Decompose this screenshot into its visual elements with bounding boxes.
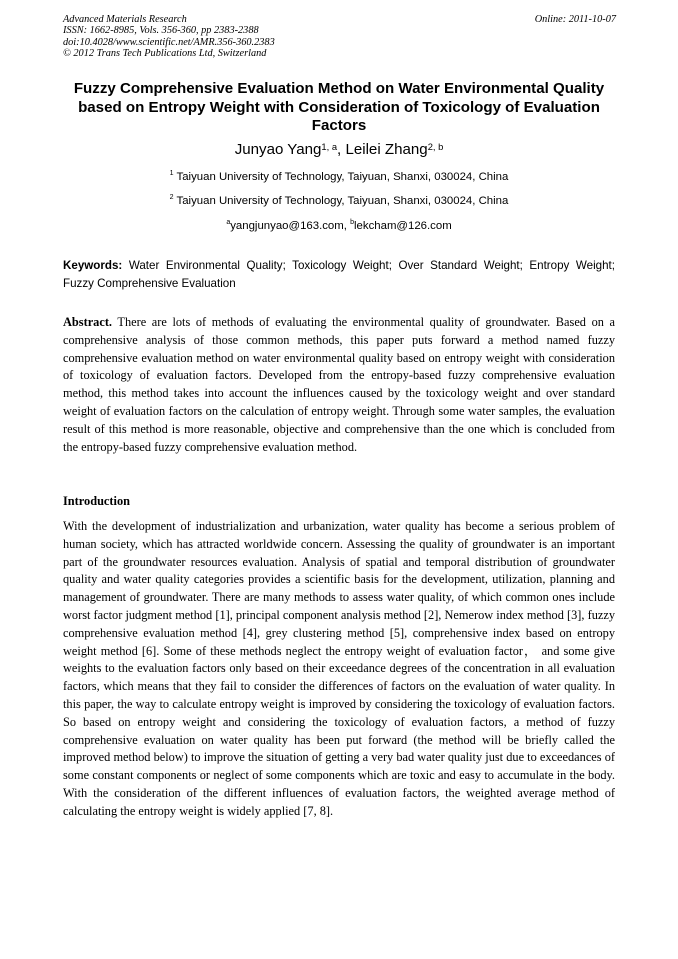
keywords-text: Water Environmental Quality; Toxicology Weight; Over Standard Weight; Entropy Weight; Fuzzy Comprehensive Evaluation <box>63 259 615 290</box>
keywords-paragraph <box>63 257 615 293</box>
journal-header <box>63 14 616 59</box>
introduction-paragraph: With the development of industrialization and urbanization, water quality has become a serious problem of human society, which has attracted worldwide concern. Assessing the quality of groundwater is an important part of the groundwater resources evaluation. Analysis of spatial and temporal distribution of groundwater quality and water quality categories provides a scientific basis for the development, utilization, planning and management of groundwater. There are many methods to assess water quality, of which common ones include worst factor judgment method [1], principal component analysis method [2], Nemerow index method [3], fuzzy comprehensive evaluation method [4], grey clustering method [5], comprehensive index based on entropy weight method [6]. Some of these methods neglect the entropy weight of evaluation factor， and some give weights to the evaluation factors only based on their exceedance degrees of the concentration in all evaluation factors, which means that they fail to consider the differences of factors on the evaluation of water quality. In this paper, the way to calculate entropy weight is improved by considering the toxicology of evaluation factors. So based on entropy weight and considering the toxicology of evaluation factors, a method of fuzzy comprehensive evaluation on water quality has been put forward (the method will be briefly called the improved method below) to improve the situation of getting a very bad water quality just due to exceedances of some constant components or neglect of some components which are toxic and easy to accumulate in the body. With the consideration of the different influences of evaluation factors, the weighted average method of calculating the entropy weight is widely applied [7, 8]. <box>63 519 615 818</box>
affiliation-2-mark: 2 <box>169 194 174 201</box>
online-date: Online: 2011-10-07 <box>534 14 616 25</box>
paper-title: Fuzzy Comprehensive Evaluation Method on Water Environmental Quality based on Entropy Weight with Consideration of Toxicology of Evaluation Factors <box>73 80 605 135</box>
affiliation-2-text: Taiyuan University of Technology, Taiyuan, Shanxi, 030024, China <box>176 195 509 207</box>
affiliation-1 <box>60 170 618 184</box>
journal-name: Advanced Materials Research <box>63 14 187 25</box>
abstract-paragraph <box>63 314 615 456</box>
email-a[interactable]: yangjunyao@163.com, <box>230 220 351 232</box>
abstract-label: Abstract. <box>63 315 113 329</box>
affiliation-1-text: Taiyuan University of Technology, Taiyuan, Shanxi, 030024, China <box>176 171 509 183</box>
author-1: Junyao Yang <box>234 141 322 158</box>
email-b-mark: b <box>350 219 355 226</box>
author-1-affiliation-mark: 1, a <box>321 142 338 152</box>
email-a-mark: a <box>226 219 231 226</box>
introduction-heading: Introduction <box>63 494 130 508</box>
keywords-label: Keywords: <box>63 259 123 272</box>
author-2-affiliation-mark: 2, b <box>427 142 444 152</box>
affiliation-2 <box>60 194 618 208</box>
author-separator: , <box>337 141 346 158</box>
author-2: Leilei Zhang <box>345 141 428 158</box>
author-line <box>60 141 618 159</box>
email-line <box>60 219 618 233</box>
abstract-text: There are lots of methods of evaluating the environmental quality of groundwater. Based on a comprehensive analysis of those common methods, this paper puts forward a method named fuzzy comprehensive evaluation method on water environmental quality based on entropy weight with consideration of toxicology of evaluation factors. Developed from the entropy-based fuzzy comprehensive evaluation method, this method takes into account the influences caused by the toxicology weight and over standard weight of evaluation factors on the calculation of entropy weight. Through some water samples, the evaluation result of this method is more reasonable, objective and comprehensive than the one which is concluded from the entropy-based fuzzy comprehensive evaluation method. <box>63 315 615 454</box>
email-b[interactable]: lekcham@126.com <box>354 220 452 232</box>
affiliation-1-mark: 1 <box>169 170 174 177</box>
copyright-line: © 2012 Trans Tech Publications Ltd, Switzerland <box>63 47 267 59</box>
doi-line: doi:10.4028/www.scientific.net/AMR.356-360.2383 <box>63 36 275 48</box>
issn-line: ISSN: 1662-8985, Vols. 356-360, pp 2383-2388 <box>63 25 259 37</box>
